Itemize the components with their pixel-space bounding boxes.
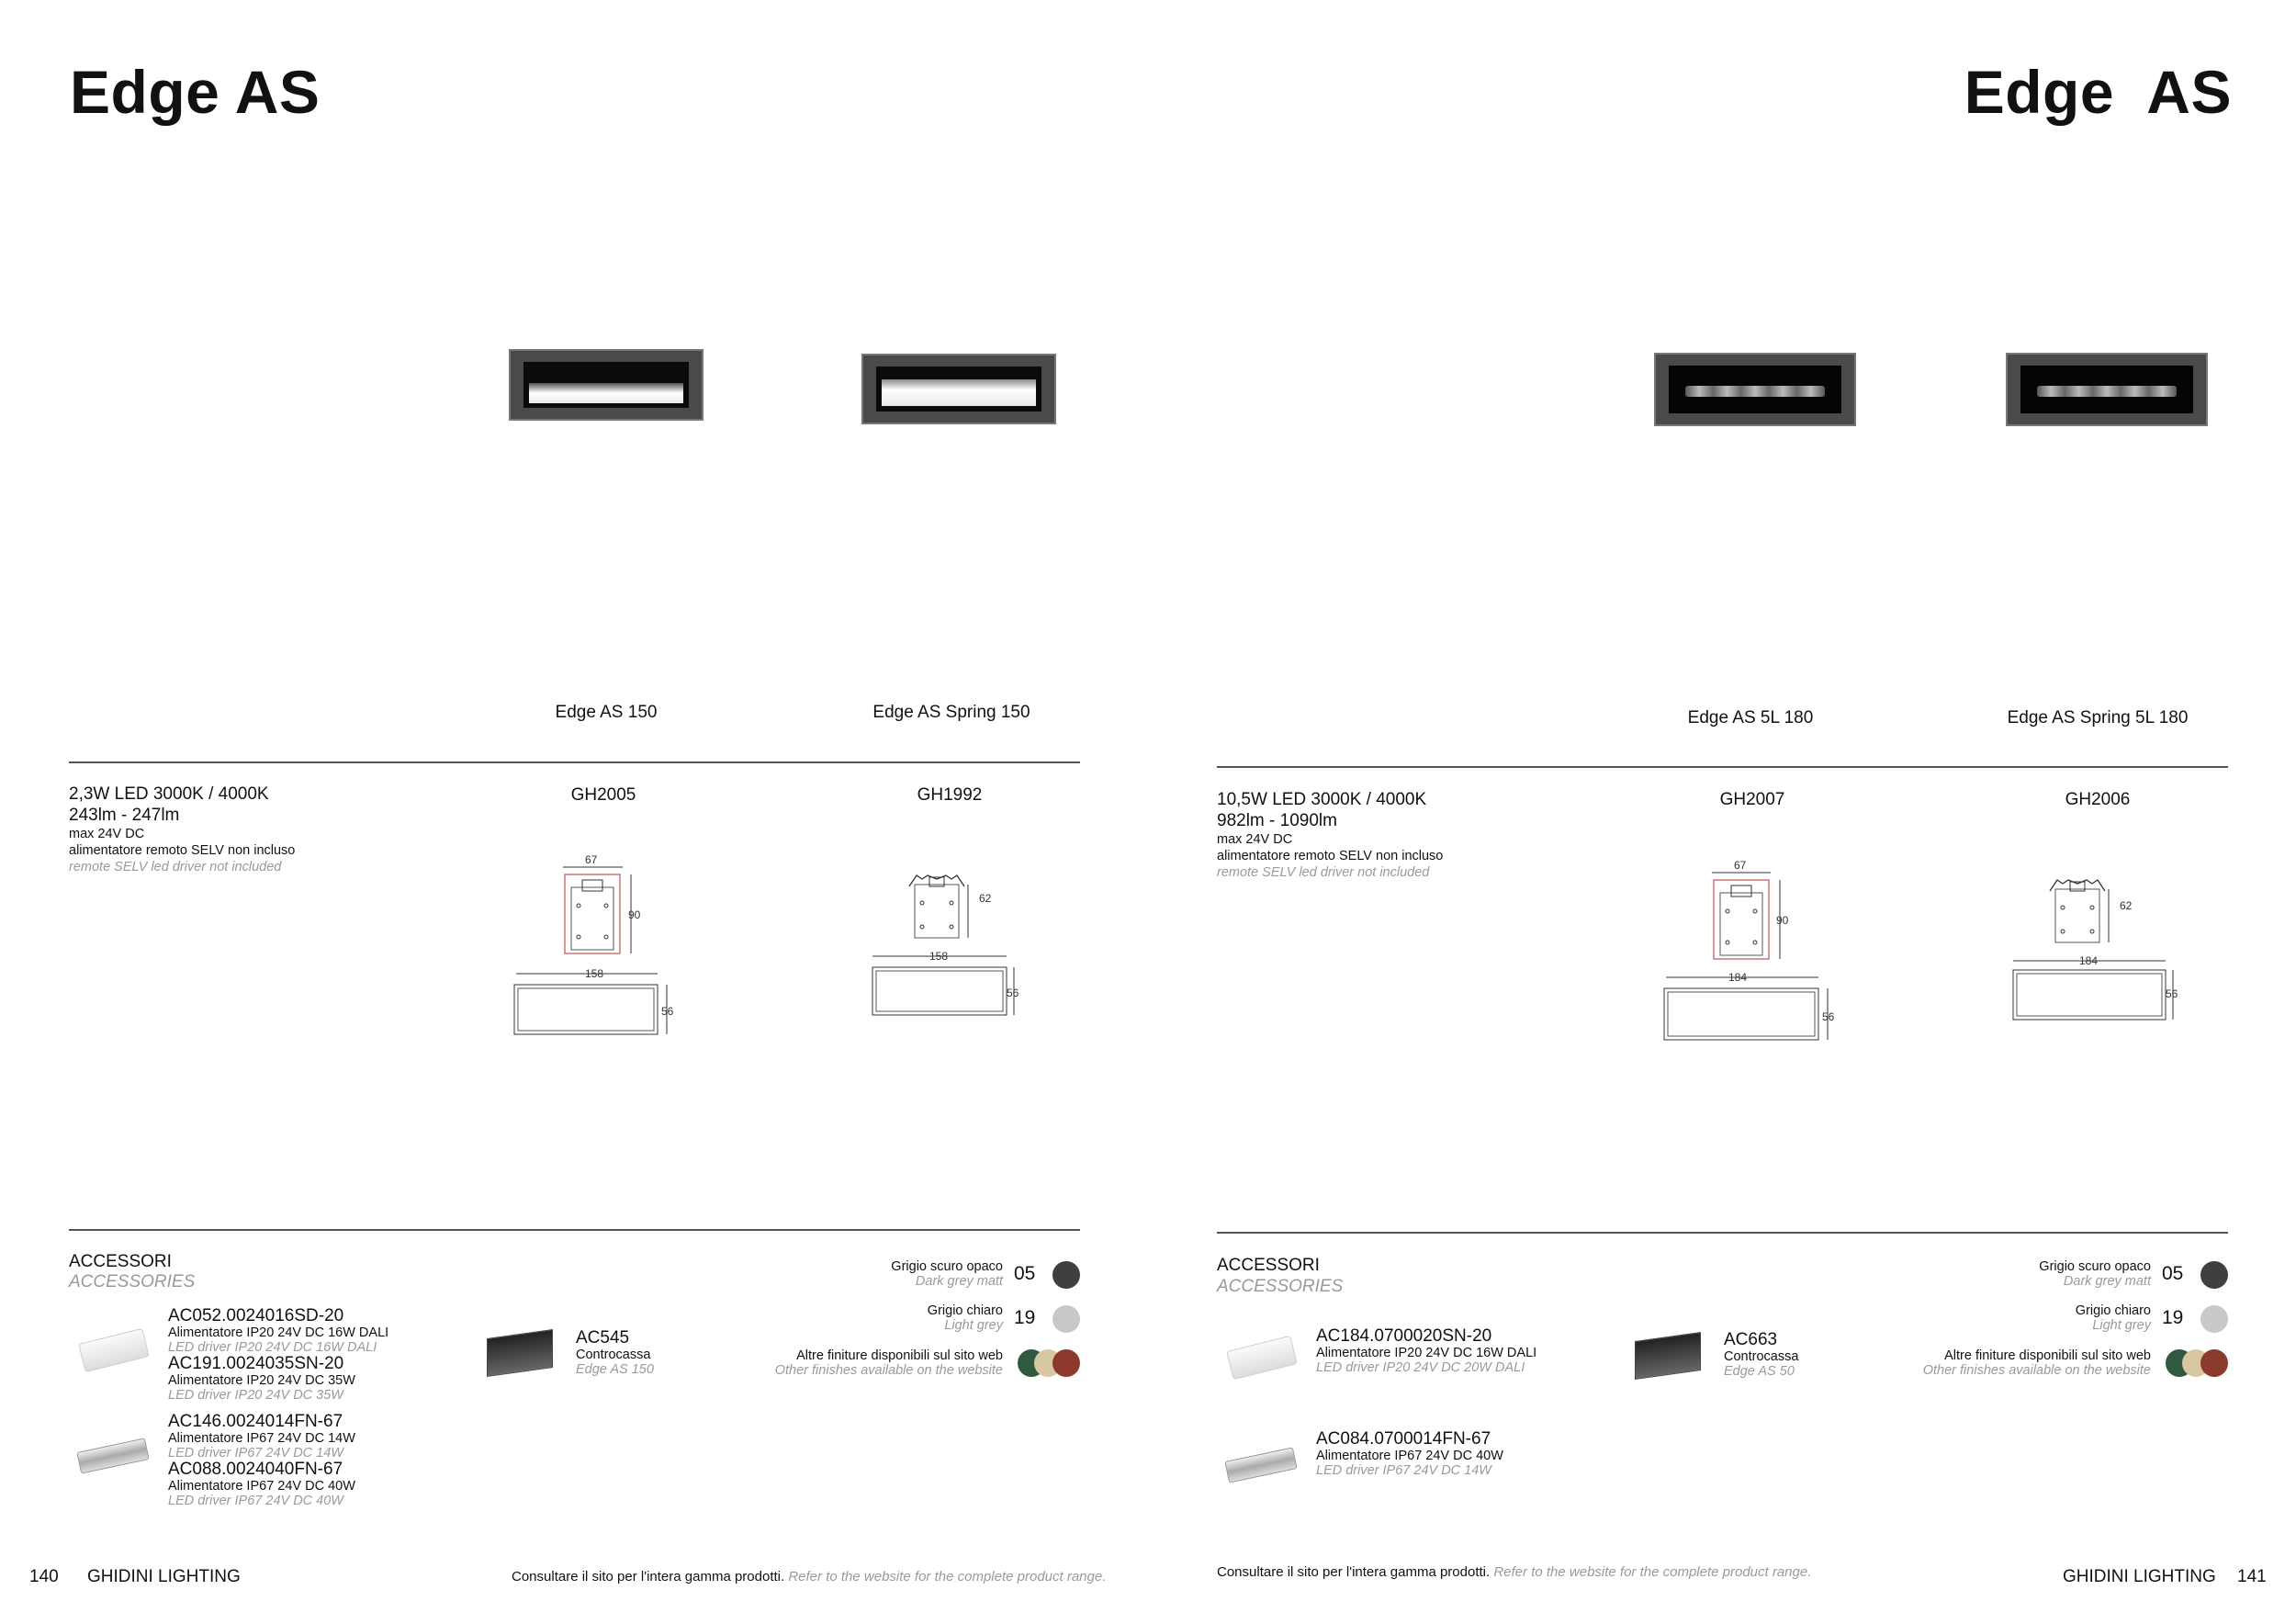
spec-lumen: 982lm - 1090lm xyxy=(1217,811,1337,830)
accessory-item xyxy=(1316,1327,1536,1375)
finish-name-en: Dark grey matt xyxy=(915,1274,1003,1289)
other-finishes-text: Altre finiture disponibili sul sito web xyxy=(1944,1348,2151,1363)
other-finishes-text: Altre finiture disponibili sul sito web xyxy=(796,1348,1003,1363)
finish-code: 19 xyxy=(2162,1307,2184,1328)
page-number: 140 xyxy=(29,1567,59,1586)
finish-swatch xyxy=(1052,1261,1080,1289)
spec-block xyxy=(1217,789,1443,881)
dim-length: 184 xyxy=(1728,971,1748,984)
finish-name: Grigio scuro opaco xyxy=(2039,1259,2151,1274)
dim-width: 67 xyxy=(1734,859,1747,872)
page-title: Edge AS xyxy=(1964,58,2232,126)
finish-swatch xyxy=(1052,1305,1080,1333)
spec-power: 2,3W LED 3000K / 4000K xyxy=(69,784,269,804)
product-code: GH1992 xyxy=(917,785,983,805)
brand-name: GHIDINI LIGHTING xyxy=(87,1567,241,1586)
accessory-item xyxy=(1316,1430,1503,1478)
accessory-desc-en: LED driver IP20 24V DC 35W xyxy=(168,1388,343,1403)
driver-image xyxy=(78,1328,150,1372)
product-image-edge-as-spring-150 xyxy=(861,354,1056,424)
accessory-item xyxy=(168,1460,355,1508)
accessory-desc-en: Edge AS 50 xyxy=(1724,1364,1795,1379)
spec-driver-en: remote SELV led driver not included xyxy=(1217,865,1430,880)
accessories-heading-en: ACCESSORIES xyxy=(1217,1277,1344,1296)
spec-driver: alimentatore remoto SELV non incluso xyxy=(69,843,296,858)
product-name: Edge AS 5L 180 xyxy=(1687,708,1814,727)
dim-length: 158 xyxy=(585,967,604,980)
spec-driver: alimentatore remoto SELV non incluso xyxy=(1217,849,1444,863)
accessory-box xyxy=(1724,1331,1798,1379)
finish-name-en: Dark grey matt xyxy=(2063,1274,2151,1289)
product-code: GH2006 xyxy=(2065,790,2131,809)
finish-swatch xyxy=(2200,1349,2228,1377)
dim-width: 67 xyxy=(585,853,598,866)
accessory-box xyxy=(576,1329,654,1377)
finish-code: 05 xyxy=(2162,1263,2184,1284)
dim-height: 90 xyxy=(628,908,641,921)
brand-name: GHIDINI LIGHTING xyxy=(2063,1567,2216,1586)
accessories-heading-en: ACCESSORIES xyxy=(69,1272,196,1291)
spec-power: 10,5W LED 3000K / 4000K xyxy=(1217,790,1427,809)
accessory-desc-en: Edge AS 150 xyxy=(576,1362,654,1377)
footer-note xyxy=(1217,1564,1811,1580)
accessory-desc: Alimentatore IP20 24V DC 35W xyxy=(168,1373,355,1388)
finish-swatch xyxy=(1052,1349,1080,1377)
product-name: Edge AS Spring 5L 180 xyxy=(2007,708,2189,727)
finish-name: Grigio chiaro xyxy=(927,1303,1003,1318)
divider xyxy=(69,761,1080,763)
spec-voltage: max 24V DC xyxy=(69,827,145,841)
dim-length: 184 xyxy=(2079,954,2099,967)
footer-note-en: Refer to the website for the complete product range. xyxy=(788,1569,1107,1585)
accessory-desc: Alimentatore IP67 24V DC 40W xyxy=(168,1479,355,1494)
finish-swatch xyxy=(2200,1261,2228,1289)
accessories-heading: ACCESSORI xyxy=(69,1252,172,1271)
product-code: GH2007 xyxy=(1719,790,1785,809)
accessory-desc: Alimentatore IP20 24V DC 16W DALI xyxy=(168,1325,389,1340)
dim-depth: 56 xyxy=(1822,1010,1835,1023)
accessory-desc: Controcassa xyxy=(576,1348,651,1362)
spec-voltage: max 24V DC xyxy=(1217,832,1293,847)
dim-height: 62 xyxy=(2120,899,2133,912)
product-code: GH2005 xyxy=(570,785,636,805)
accessory-code: AC184.0700020SN-20 xyxy=(1316,1326,1492,1346)
finish-swatch xyxy=(2200,1305,2228,1333)
product-image-edge-as-5l-180 xyxy=(1654,353,1856,426)
technical-drawing xyxy=(514,854,680,1038)
finish-code: 19 xyxy=(1014,1307,1036,1328)
finish-code: 05 xyxy=(1014,1263,1036,1284)
dim-depth: 56 xyxy=(661,1005,674,1018)
page-title: Edge AS xyxy=(70,58,321,126)
accessory-desc-en: LED driver IP20 24V DC 20W DALI xyxy=(1316,1360,1525,1375)
product-name: Edge AS Spring 150 xyxy=(872,703,1030,722)
accessory-code: AC084.0700014FN-67 xyxy=(1316,1429,1491,1449)
accessory-desc: Alimentatore IP20 24V DC 16W DALI xyxy=(1316,1346,1537,1360)
finish-name: Grigio scuro opaco xyxy=(891,1259,1003,1274)
accessory-item xyxy=(168,1355,355,1403)
accessory-item xyxy=(168,1413,355,1460)
product-image-edge-as-spring-5l-180 xyxy=(2006,353,2208,426)
footer-note-it: Consultare il sito per l'intera gamma prodotti. xyxy=(512,1569,785,1585)
driver-image xyxy=(1224,1447,1297,1483)
accessory-code: AC191.0024035SN-20 xyxy=(168,1354,344,1373)
dim-height: 90 xyxy=(1776,914,1789,927)
spec-lumen: 243lm - 247lm xyxy=(69,806,180,825)
box-image xyxy=(487,1329,553,1377)
spec-driver-en: remote SELV led driver not included xyxy=(69,860,282,874)
accessory-code: AC146.0024014FN-67 xyxy=(168,1412,343,1431)
finish-name-en: Light grey xyxy=(944,1318,1003,1333)
accessory-desc: Alimentatore IP67 24V DC 40W xyxy=(1316,1449,1503,1463)
technical-drawing xyxy=(2013,873,2178,1029)
finish-name: Grigio chiaro xyxy=(2075,1303,2151,1318)
accessory-desc-en: LED driver IP67 24V DC 40W xyxy=(168,1494,343,1508)
product-image-edge-as-150 xyxy=(509,349,703,421)
box-image xyxy=(1635,1332,1701,1380)
spec-block xyxy=(69,784,295,875)
accessory-desc-en: LED driver IP67 24V DC 14W xyxy=(1316,1463,1491,1478)
accessory-code: AC088.0024040FN-67 xyxy=(168,1460,343,1479)
footer-note-en: Refer to the website for the complete product range. xyxy=(1493,1564,1812,1580)
accessory-desc-en: LED driver IP20 24V DC 16W DALI xyxy=(168,1340,377,1355)
other-finishes-text-en: Other finishes available on the website xyxy=(1922,1363,2151,1378)
accessory-desc: Controcassa xyxy=(1724,1349,1799,1364)
dim-height: 62 xyxy=(979,892,992,905)
other-finishes-text-en: Other finishes available on the website xyxy=(774,1363,1003,1378)
accessory-desc: Alimentatore IP67 24V DC 14W xyxy=(168,1431,355,1446)
technical-drawing xyxy=(872,868,1038,1024)
dim-depth: 56 xyxy=(1007,987,1019,999)
technical-drawing xyxy=(1664,860,1848,1043)
accessory-code: AC545 xyxy=(576,1328,630,1348)
divider xyxy=(1217,1232,2228,1234)
driver-image xyxy=(1226,1336,1298,1380)
accessories-heading: ACCESSORI xyxy=(1217,1256,1320,1275)
finish-name-en: Light grey xyxy=(2092,1318,2151,1333)
divider xyxy=(1217,766,2228,768)
accessory-code: AC663 xyxy=(1724,1330,1778,1349)
footer-note-it: Consultare il sito per l'intera gamma prodotti. xyxy=(1217,1564,1491,1580)
accessory-code: AC052.0024016SD-20 xyxy=(168,1306,344,1325)
dim-length: 158 xyxy=(929,950,949,963)
divider xyxy=(69,1229,1080,1231)
dim-depth: 56 xyxy=(2166,987,2178,1000)
page-number: 141 xyxy=(2237,1567,2267,1586)
accessory-item xyxy=(168,1307,388,1355)
footer-note xyxy=(512,1569,1106,1585)
product-name: Edge AS 150 xyxy=(555,703,658,722)
driver-image xyxy=(76,1438,149,1473)
accessory-desc-en: LED driver IP67 24V DC 14W xyxy=(168,1446,343,1460)
